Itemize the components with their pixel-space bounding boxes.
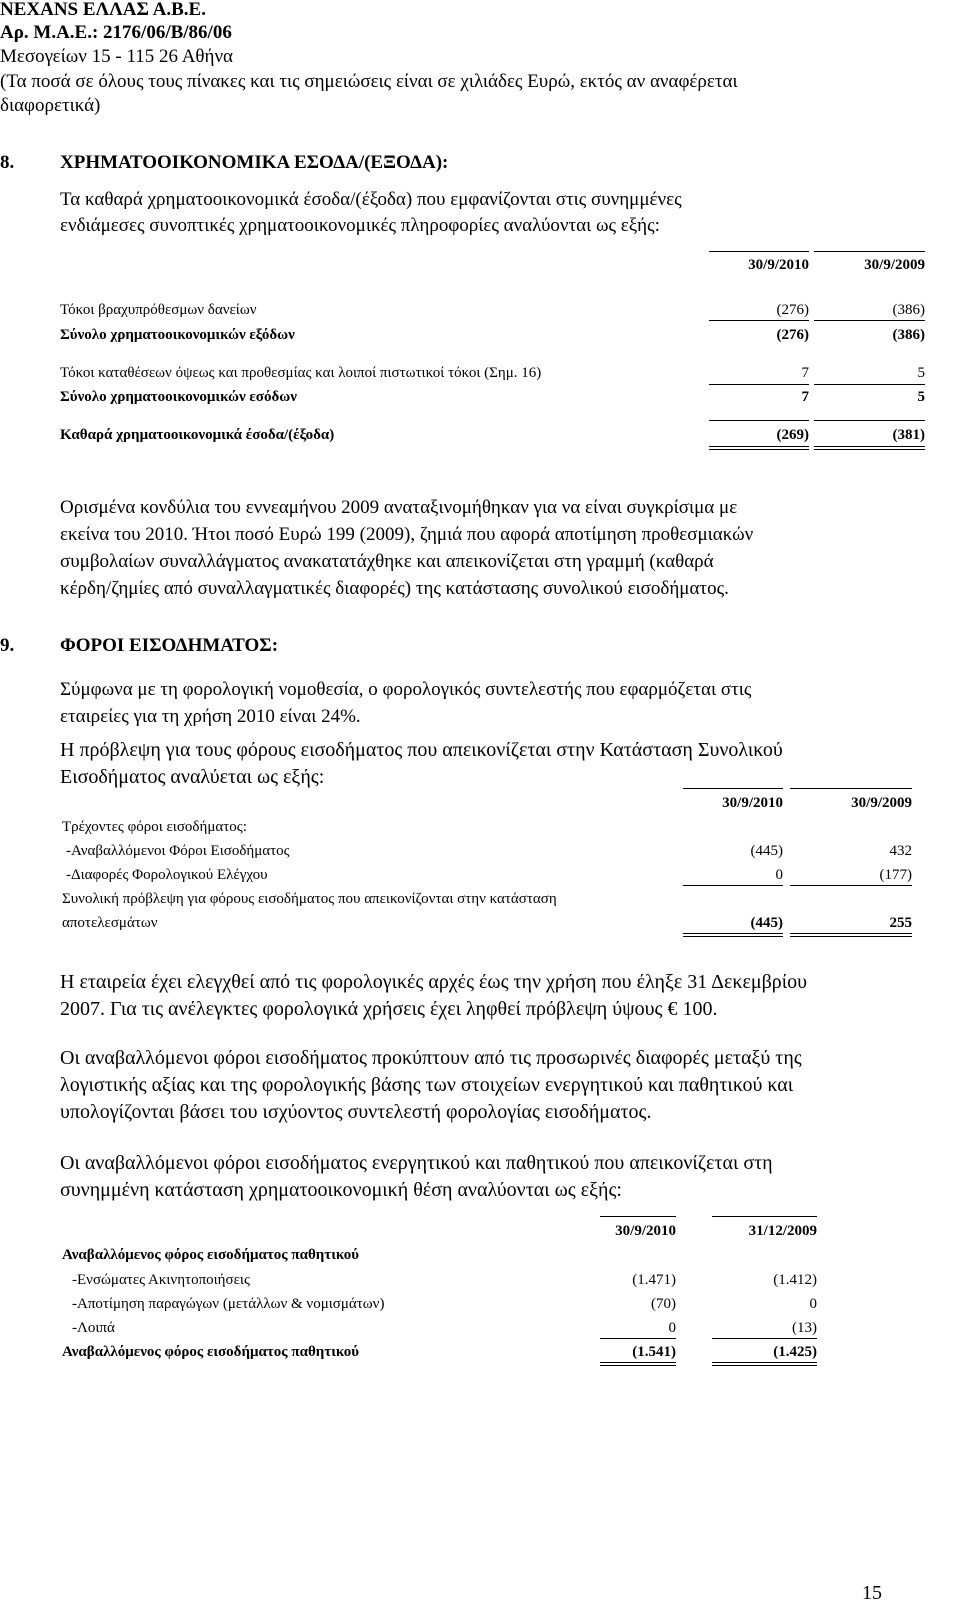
t3-row-value-2009: 0 [809, 1296, 817, 1312]
double-rule [600, 1362, 676, 1366]
amounts-note-line2: διαφορετικά) [0, 95, 101, 116]
company-name: NEXANS ΕΛΛΑΣ Α.Β.Ε. [0, 0, 206, 20]
section-9-p5-line: συνημμένη κατάσταση χρηματοοικονομική θέση αναλύονται ως εξής: [60, 1179, 622, 1201]
double-rule [712, 1362, 817, 1366]
section-9-p4-line: λογιστικής αξίας και της φορολογικής βάσης των στοιχείων ενεργητικού και παθητικού και [60, 1074, 794, 1096]
section-9-p5-line: Οι αναβαλλόμενοι φόροι εισοδήματος ενεργητικού και παθητικού που απεικονίζεται στη [60, 1152, 773, 1174]
t1-net-label: Καθαρά χρηματοοικονομικά έσοδα/(έξοδα) [60, 427, 335, 443]
section-9-title: ΦΟΡΟΙ ΕΙΣΟΔΗΜΑΤΟΣ: [60, 635, 279, 656]
t3-total-2009: (1.425) [773, 1344, 817, 1360]
t3-heading: Αναβαλλόμενος φόρος εισοδήματος παθητικού [62, 1247, 360, 1263]
section-9-p3-line: Η εταιρεία έχει ελεγχθεί από τις φορολογικές αρχές έως την χρήση που έληξε 31 Δεκεμβρίου [60, 971, 808, 993]
t2-row-value-2010: (445) [750, 843, 783, 859]
section-9-number: 9. [0, 635, 15, 656]
section-8-number: 8. [0, 152, 15, 173]
t3-row-label: -Αποτίμηση παραγώγων (μετάλλων & νομισμάτων) [72, 1296, 385, 1312]
section-9-p1-line: Σύμφωνα με τη φορολογική νομοθεσία, ο φορολογικός συντελεστής που εφαρμόζεται στις [60, 679, 752, 700]
section-9-p4-line: υπολογίζονται βάσει του ισχύοντος συντελεστή φορολογίας εισοδήματος. [60, 1101, 652, 1123]
double-rule [814, 446, 925, 450]
t2-col1-header: 30/9/2010 [722, 795, 783, 811]
section-8-intro-line1: Τα καθαρά χρηματοοικονομικά έσοδα/(έξοδα) που εμφανίζονται στις συνημμένες [60, 189, 682, 210]
section-8-title: ΧΡΗΜΑΤΟΟΙΚΟΝΟΜΙΚΑ ΕΣΟΔΑ/(ΕΞΟΔΑ): [60, 152, 449, 173]
t1-row-value-2009: (386) [892, 302, 925, 318]
rule [683, 885, 783, 886]
current-taxes-label: Τρέχοντες φόροι εισοδήματος: [62, 819, 247, 835]
rule [814, 320, 925, 321]
rule [709, 320, 809, 321]
double-rule [790, 933, 912, 937]
t3-row-value-2010: 0 [668, 1320, 676, 1336]
rule [712, 1338, 817, 1339]
t1-row-value-2009: 5 [917, 365, 925, 381]
t3-total-label: Αναβαλλόμενος φόρος εισοδήματος παθητικού [62, 1344, 360, 1360]
t1-row-label: Τόκοι καταθέσεων όψεως και προθεσμίας και λοιποί πιστωτικοί τόκοι (Σημ. 16) [60, 365, 542, 381]
section-8-intro-line2: ενδιάμεσες συνοπτικές χρηματοοικονομικές πληροφορίες αναλύονται ως εξής: [60, 215, 660, 236]
section-8-para-line: εκείνα του 2010. Ήτοι ποσό Ευρώ 199 (2009), ζημιά που αφορά αποτίμηση προθεσμιακών [60, 524, 754, 545]
t2-total-label-line1: Συνολική πρόβλεψη για φόρους εισοδήματος που απεικονίζονται στην κατάσταση [62, 891, 557, 907]
t1-col1-header: 30/9/2010 [748, 257, 809, 273]
t2-row-label: -Διαφορές Φορολογικού Ελέγχου [66, 867, 268, 883]
t2-row-value-2010: 0 [775, 867, 783, 883]
rule [814, 420, 925, 421]
t3-row-value-2009: (1.412) [773, 1272, 817, 1288]
t2-col2-header: 30/9/2009 [851, 795, 912, 811]
rule [790, 885, 912, 886]
col1-header-rule [683, 788, 783, 789]
col1-header-rule [600, 1216, 676, 1217]
t3-row-label: -Ενσώματες Ακινητοποιήσεις [72, 1272, 250, 1288]
col1-header-rule [709, 251, 809, 252]
rule [600, 1338, 676, 1339]
t3-col2-header: 31/12/2009 [748, 1223, 817, 1239]
t3-col1-header: 30/9/2010 [615, 1223, 676, 1239]
t1-row-value-2010: (276) [776, 302, 809, 318]
t3-row-value-2010: (1.471) [632, 1272, 676, 1288]
amounts-note-line1: (Τα ποσά σε όλους τους πίνακες και τις σημειώσεις είναι σε χιλιάδες Ευρώ, εκτός αν αναφέρεται [0, 71, 738, 92]
t2-total-2009: 255 [889, 915, 912, 931]
company-address: Μεσογείων 15 - 115 26 Αθήνα [0, 46, 234, 67]
t1-total-income-2010: 7 [801, 389, 809, 405]
col2-header-rule [712, 1216, 817, 1217]
t2-row-value-2009: 432 [889, 843, 912, 859]
col2-header-rule [814, 251, 925, 252]
t2-row-value-2009: (177) [879, 867, 912, 883]
t1-total-expenses-label: Σύνολο χρηματοοικονομικών εξόδων [60, 327, 295, 343]
t3-total-2010: (1.541) [632, 1344, 676, 1360]
section-8-para-line: Ορισμένα κονδύλια του εννεαμήνου 2009 αναταξινομήθηκαν για να είναι συγκρίσιμα με [60, 497, 738, 518]
section-8-para-line: κέρδη/ζημίες από συναλλαγματικές διαφορές) της κατάστασης συνολικού εισοδήματος. [60, 578, 729, 599]
rule [814, 384, 925, 385]
t1-col2-header: 30/9/2009 [864, 257, 925, 273]
t3-row-label: -Λοιπά [72, 1320, 115, 1336]
registration-number: Αρ. Μ.Α.Ε.: 2176/06/Β/86/06 [0, 22, 232, 43]
t2-total-2010: (445) [750, 915, 783, 931]
t3-row-value-2010: (70) [651, 1296, 676, 1312]
section-8-para-line: συμβολαίων συναλλάγματος ανακατατάχθηκε και απεικονίζεται στη γραμμή (καθαρά [60, 551, 714, 572]
section-9-p2-line: Εισοδήματος αναλύεται ως εξής: [60, 766, 325, 788]
t1-net-2009: (381) [892, 427, 925, 443]
page-number: 15 [862, 1582, 882, 1604]
section-9-p4-line: Οι αναβαλλόμενοι φόροι εισοδήματος προκύπτουν από τις προσωρινές διαφορές μεταξύ της [60, 1047, 802, 1069]
t1-row-label: Τόκοι βραχυπρόθεσμων δανείων [60, 302, 257, 318]
section-9-p1-line: εταιρείες για τη χρήση 2010 είναι 24%. [60, 706, 361, 727]
t3-row-value-2009: (13) [792, 1320, 817, 1336]
rule [709, 384, 809, 385]
t1-total-expenses-2010: (276) [776, 327, 809, 343]
double-rule [683, 933, 783, 937]
t1-total-income-2009: 5 [917, 389, 925, 405]
rule [709, 420, 809, 421]
section-9-p3-line: 2007. Για τις ανέλεγκτες φορολογικά χρήσεις έχει ληφθεί πρόβλεψη ύψους € 100. [60, 998, 718, 1020]
section-9-p2-line: Η πρόβλεψη για τους φόρους εισοδήματος που απεικονίζεται στην Κατάσταση Συνολικού [60, 739, 783, 761]
double-rule [709, 446, 809, 450]
t1-net-2010: (269) [776, 427, 809, 443]
t2-row-label: -Αναβαλλόμενοι Φόροι Εισοδήματος [66, 843, 290, 859]
t2-total-label-line2: αποτελεσμάτων [62, 915, 158, 931]
t1-row-value-2010: 7 [801, 365, 809, 381]
col2-header-rule [790, 788, 912, 789]
t1-total-income-label: Σύνολο χρηματοοικονομικών εσόδων [60, 389, 297, 405]
t1-total-expenses-2009: (386) [892, 327, 925, 343]
